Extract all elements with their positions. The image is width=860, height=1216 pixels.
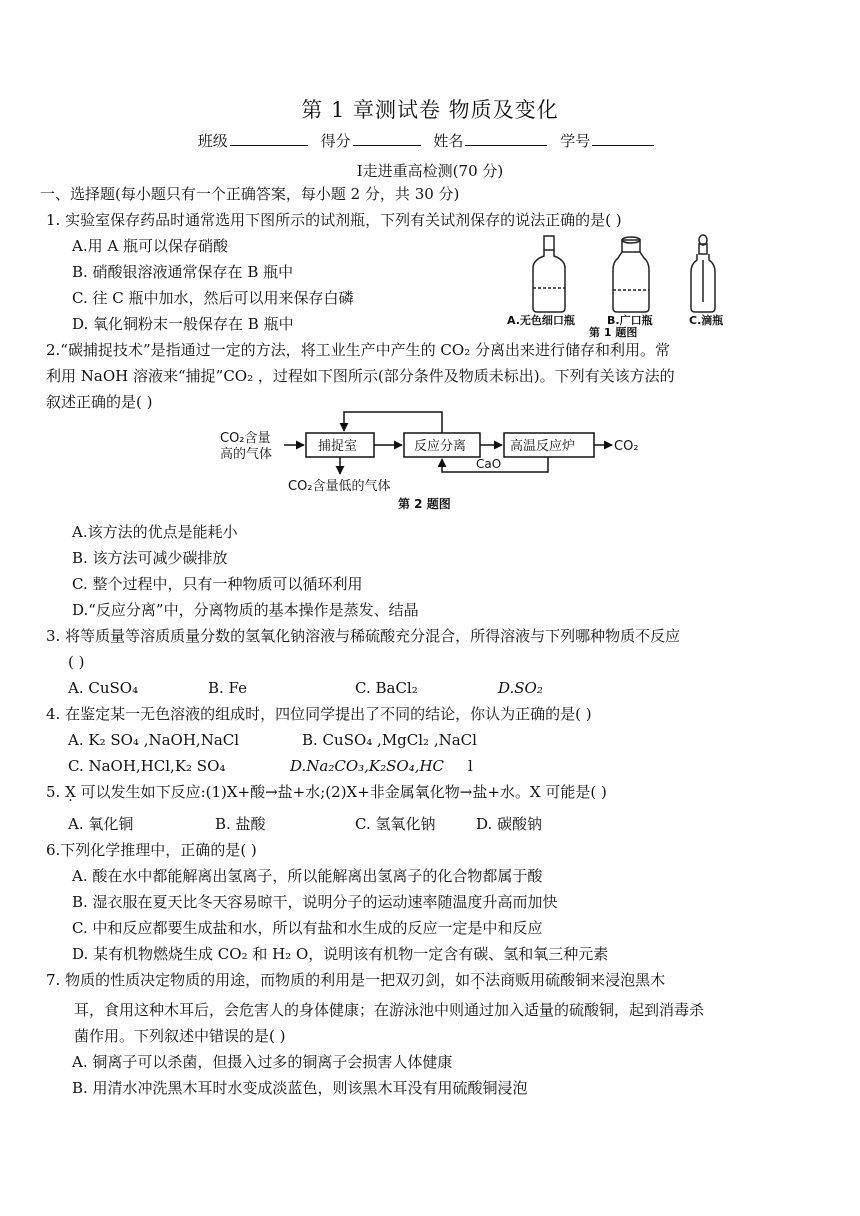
id-label: 学号 [560, 132, 591, 150]
q7-stem-line3: 菌作用。下列叙述中错误的是( ) [74, 1027, 286, 1045]
bottle-b-label: B.广口瓶 [607, 314, 653, 327]
q1-option-b: B. 硝酸银溶液通常保存在 B 瓶中 [72, 263, 294, 281]
q7-stem-line2: 耳，食用这种木耳后，会危害人的身体健康；在游泳池中则通过加入适量的硫酸铜，起到消毒杀 [74, 1001, 705, 1019]
feedback-arrow [344, 412, 442, 433]
q7-stem-line1 [46, 970, 665, 990]
bottle-a-icon [533, 236, 565, 312]
q3-stem-line1: 3. 将等质量等溶质质量分数的氢氧化钠溶液与稀硫酸充分混合，所得溶液与下列哪种物质不反应 [46, 627, 681, 645]
low-gas-label: CO₂含量低的气体 [288, 479, 391, 494]
q7-option-a: A. 铜离子可以杀菌，但摄入过多的铜离子会损害人体健康 [72, 1053, 453, 1071]
student-info-row [0, 130, 860, 151]
q7-option-b: B. 用清水冲洗黑木耳时水变成淡蓝色，则该黑木耳没有用硫酸铜浸泡 [72, 1079, 528, 1097]
name-blank [465, 131, 547, 146]
q6-stem: 6.下列化学推理中，正确的是( ) [46, 841, 257, 859]
q5-stem-text: 可以发生如下反应:(1)X+酸→盐+水;(2)X+非金属氧化物→盐+水。X 可能是( ) [80, 783, 607, 801]
q5-option-b: B. 盐酸 [215, 815, 266, 833]
separation-box-label: 反应分离 [414, 439, 467, 454]
q2-option-b: B. 该方法可减少碳排放 [72, 549, 228, 567]
q2-figure-caption: 第 2 题图 [398, 497, 451, 511]
q1-figure-caption: 第 1 题图 [589, 326, 638, 339]
q2-option-d: D.“反应分离”中，分离物质的基本操作是蒸发、结晶 [72, 601, 419, 619]
q3-option-a: A. CuSO₄ [68, 679, 139, 697]
q5-option-a: A. 氧化铜 [68, 815, 134, 833]
input-gas-label-1: CO₂含量 [220, 431, 271, 446]
q2-option-a: A.该方法的优点是能耗小 [72, 523, 238, 541]
q7-stem-part2: 法商贩用硫酸铜来浸泡黑木 [485, 971, 666, 989]
q3-stem-line2: ( ) [68, 653, 85, 671]
q5-option-d: D. 碳酸钠 [476, 815, 543, 833]
section-title: Ⅰ走进重高检测(70 分) [356, 162, 504, 180]
q1-stem: 1. 实验室保存药品时通常选用下图所示的试剂瓶，下列有关试剂保存的说法正确的是( ) [46, 211, 622, 229]
q5-number: 5. [46, 783, 61, 801]
id-blank [592, 131, 654, 146]
q5-x-emphasis: X · [65, 783, 76, 801]
exam-title: 第 1 章测试卷 物质及变化 [301, 98, 559, 122]
q1-option-c: C. 往 C 瓶中加水，然后可以用来保存白磷 [72, 289, 354, 307]
q3-option-d: D.SO₂ [498, 679, 543, 697]
bottle-c-label: C.滴瓶 [689, 314, 724, 327]
score-blank [353, 131, 421, 146]
q7-emphasis-char: 不 [470, 971, 486, 989]
q4-stem: 4. 在鉴定某一无色溶液的组成时，四位同学提出了不同的结论，你认为正确的是( ) [46, 705, 592, 723]
q4-option-d-tail: l [468, 757, 473, 775]
part-heading: 一、选择题(每小题只有一个正确答案，每小题 2 分，共 30 分) [40, 185, 460, 203]
q2-stem-line3: 叙述正确的是( ) [46, 393, 153, 411]
q4-option-a: A. K₂ SO₄ ,NaOH,NaCl [68, 731, 240, 749]
q2-option-c: C. 整个过程中，只有一种物质可以循环利用 [72, 575, 363, 593]
furnace-box-label: 高温反应炉 [510, 439, 576, 454]
class-label: 班级 [197, 132, 228, 150]
name-label: 姓名 [433, 132, 464, 150]
bottle-c-icon [691, 235, 715, 312]
q1-option-a: A.用 A 瓶可以保存硝酸 [72, 237, 228, 255]
cao-label: CaO [476, 457, 502, 471]
q1-option-d: D. 氧化铜粉末一般保存在 B 瓶中 [72, 315, 294, 333]
q4-option-b: B. CuSO₄ ,MgCl₂ ,NaCl [302, 731, 477, 749]
score-label: 得分 [320, 132, 351, 150]
capture-box-label: 捕捉室 [318, 439, 358, 454]
class-blank [230, 131, 308, 146]
q6-option-b: B. 湿衣服在夏天比冬天容易晾干，说明分子的运动速率随温度升高而加快 [72, 893, 558, 911]
input-gas-label-2: 高的气体 [220, 447, 273, 462]
q6-option-c: C. 中和反应都要生成盐和水，所以有盐和水生成的反应一定是中和反应 [72, 919, 543, 937]
q4-option-c: C. NaOH,HCl,K₂ SO₄ [68, 757, 226, 775]
q6-option-d: D. 某有机物燃烧生成 CO₂ 和 H₂ O，说明该有机物一定含有碳、氢和氧三种元素 [72, 945, 609, 963]
q2-flow-diagram [218, 408, 658, 516]
q3-option-b: B. Fe [208, 679, 248, 697]
q3-option-c: C. BaCl₂ [355, 679, 418, 697]
q5-option-c: C. 氢氧化钠 [355, 815, 436, 833]
q2-stem-line2: 利用 NaOH 溶液来“捕捉”CO₂ ，过程如下图所示(部分条件及物质未标出)。下列有关该方法的 [46, 367, 675, 385]
q6-option-a: A. 酸在水中都能解离出氢离子，所以能解离出氢离子的化合物都属于酸 [72, 867, 543, 885]
q1-figure [505, 232, 745, 340]
q7-stem-part1: 7. 物质的性质决定物质的用途，而物质的利用是一把双刃剑，如 [46, 971, 471, 989]
bottle-a-label: A.无色细口瓶 [507, 314, 575, 327]
q4-option-d: D.Na₂CO₃,K₂SO₄,HC [290, 757, 445, 775]
output-co2-label: CO₂ [614, 439, 639, 454]
q5-stem [46, 782, 607, 802]
q2-stem-line1: 2.“碳捕捉技术”是指通过一定的方法，将工业生产中产生的 CO₂ 分离出来进行储存和利用。常 [46, 341, 670, 359]
bottle-b-icon [613, 237, 649, 312]
